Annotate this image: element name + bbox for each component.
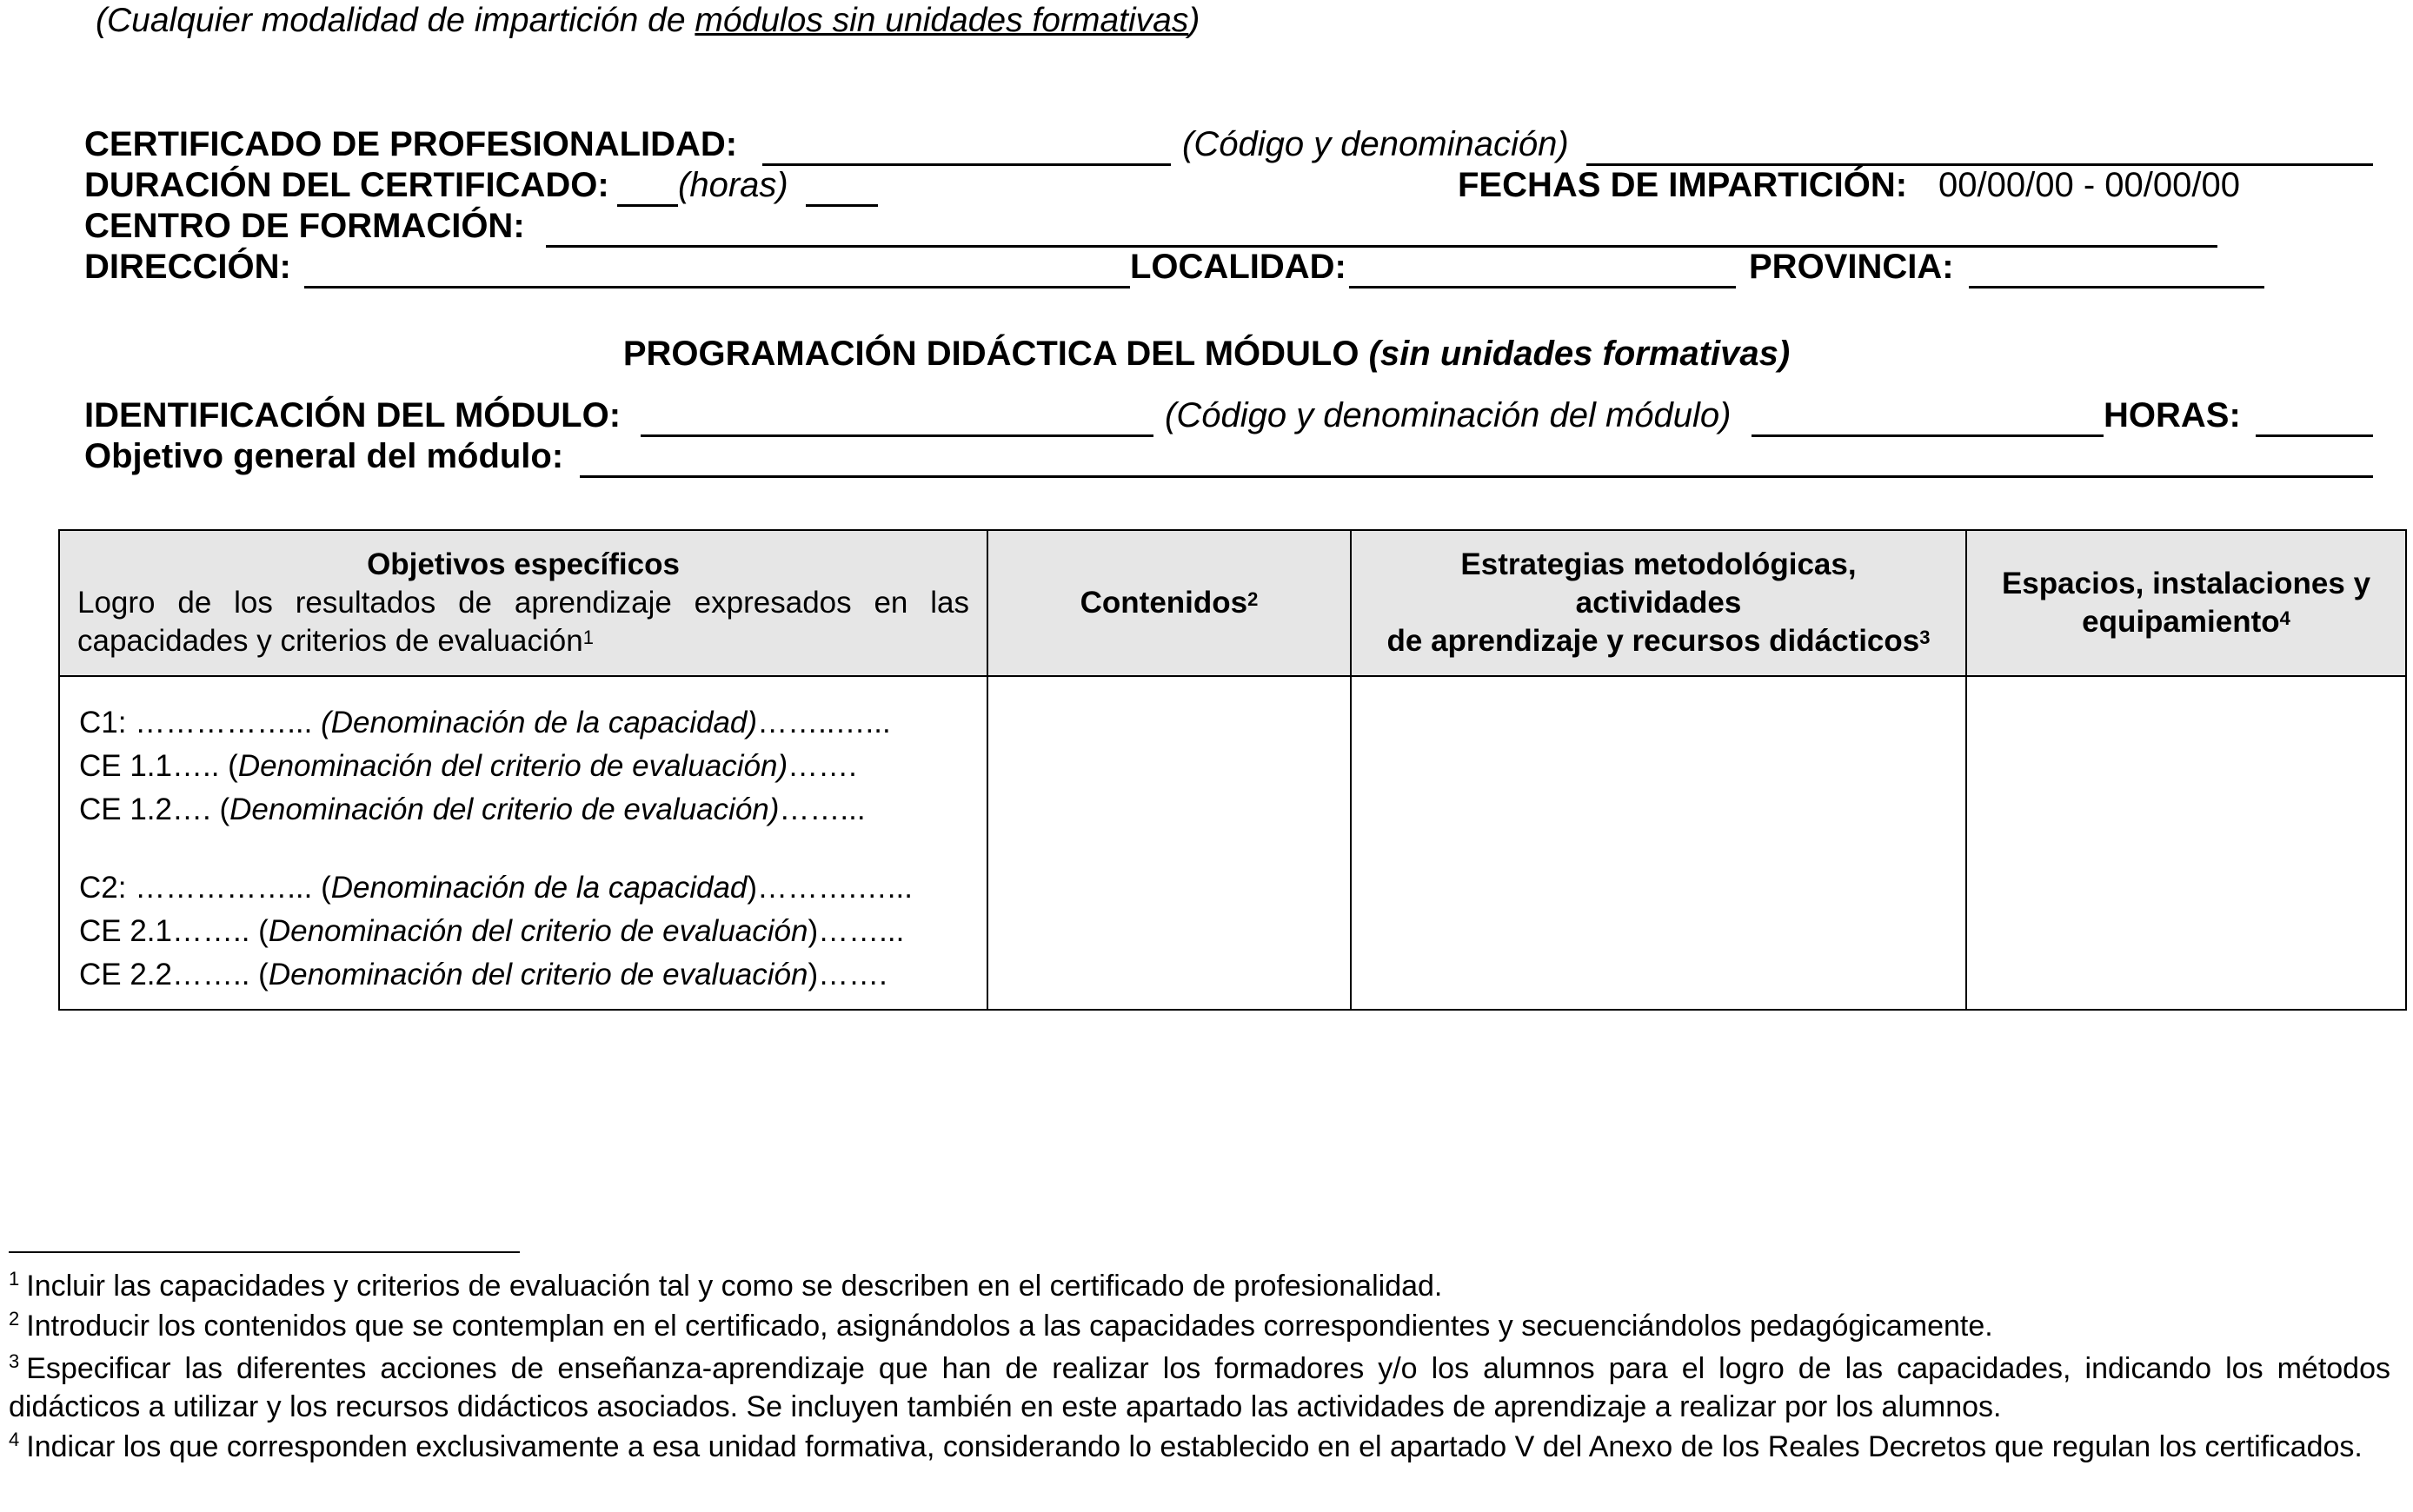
- section-title: [0, 335, 2413, 374]
- fechas-label: FECHAS DE IMPARTICIÓN:: [1458, 166, 1908, 204]
- footnote-1: [9, 1267, 2390, 1305]
- direccion-label: DIRECCIÓN:: [84, 248, 291, 286]
- header-espacios-line2-text: equipamiento: [2082, 605, 2280, 639]
- footnote-4-text: Indicar los que corresponden exclusivamente a esa unidad formativa, considerando lo establecido en el apartado V del Anexo de los Reales Decretos que regulan los certificados.: [26, 1430, 2363, 1463]
- capacidad-c2: [79, 866, 987, 910]
- ce21-pre: CE 2.1…….. (: [79, 914, 269, 948]
- ce11-italic: Denominación del criterio de evaluación): [237, 749, 788, 783]
- identificacion-name-line[interactable]: [1752, 434, 2104, 437]
- codigo-modulo-hint: (Código y denominación del módulo): [1165, 396, 1732, 434]
- header-objetivos-title: Objetivos específicos: [367, 547, 680, 581]
- header-espacios-line1: Espacios, instalaciones y: [2001, 567, 2371, 600]
- certificado-label: CERTIFICADO DE PROFESIONALIDAD:: [84, 125, 738, 163]
- identificacion-code-line[interactable]: [641, 434, 1153, 437]
- top-note-underlined: módulos sin unidades formativas: [695, 2, 1189, 39]
- ce11-pre: CE 1.1….. (: [79, 749, 238, 783]
- footnote-3-text: Especificar las diferentes acciones de enseñanza-aprendizaje que han de realizar los formadores y/o los alumnos para el logro de las capacidades, indicando los métodos didácticos a utilizar y los recursos didácticos asociados. Se incluyen también en este apartado las actividades de aprendizaje a realizar por los alumnos.: [9, 1352, 2390, 1423]
- ce12-pre: CE 1.2…. (: [79, 792, 230, 826]
- c2-pre: C2: ……………... (: [79, 871, 331, 905]
- cell-objetivos[interactable]: [59, 676, 987, 1010]
- footnote-ref-3: 3: [1919, 627, 1931, 648]
- footnote-ref-4: 4: [2279, 607, 2290, 629]
- footnote-1-text: Incluir las capacidades y criterios de evaluación tal y como se describen en el certificado de profesionalidad.: [26, 1270, 1443, 1303]
- table-header-row: [59, 530, 2406, 676]
- ce12-italic: Denominación del criterio de evaluación): [229, 792, 780, 826]
- c1-pre: C1: ……………...: [79, 706, 322, 739]
- footnote-ref-1: 1: [582, 627, 594, 648]
- header-contenidos: [987, 530, 1351, 676]
- top-note: [96, 2, 1200, 40]
- horas-hint: (horas): [678, 166, 788, 204]
- header-espacios-line2: [1967, 603, 2405, 641]
- criterio-ce12: [79, 788, 987, 832]
- header-espacios: [1966, 530, 2406, 676]
- criterio-ce21: [79, 910, 987, 953]
- header-objetivos: [59, 530, 987, 676]
- cell-estrategias[interactable]: [1351, 676, 1966, 1010]
- horas-line[interactable]: [2256, 434, 2373, 437]
- footnote-separator: [9, 1251, 520, 1253]
- footnote-3: [9, 1350, 2390, 1426]
- capacidad-c1: [79, 701, 987, 745]
- header-objetivos-sub: [60, 584, 987, 660]
- ce22-post: )…….: [808, 958, 887, 991]
- c2-post: )……….…...: [747, 871, 913, 905]
- criterio-ce11: [79, 745, 987, 788]
- objetivo-label: Objetivo general del módulo:: [84, 437, 564, 475]
- ce21-post: )……...: [808, 914, 905, 948]
- ce22-italic: Denominación del criterio de evaluación: [268, 958, 808, 991]
- header-estrategias-line1: Estrategias metodológicas,: [1460, 547, 1857, 581]
- duracion-label: DURACIÓN DEL CERTIFICADO:: [84, 166, 609, 204]
- header-estrategias: [1351, 530, 1966, 676]
- criterio-ce22: [79, 953, 987, 997]
- section-title-main: PROGRAMACIÓN DIDÁCTICA DEL MÓDULO: [622, 335, 1359, 373]
- ce21-italic: Denominación del criterio de evaluación: [268, 914, 808, 948]
- ce22-pre: CE 2.2…….. (: [79, 958, 269, 991]
- footnote-4-num: 4: [9, 1429, 20, 1450]
- footnote-2-text: Introducir los contenidos que se contemplan en el certificado, asignándolos a las capacidades correspondientes y secuenciándolos pedagógicamente.: [26, 1310, 1993, 1343]
- horas-label: HORAS:: [2104, 396, 2241, 434]
- capacidades-list: [60, 677, 987, 997]
- codigo-denominacion-hint: (Código y denominación): [1182, 125, 1569, 163]
- localidad-label: LOCALIDAD:: [1130, 248, 1346, 286]
- provincia-line[interactable]: [1969, 286, 2264, 288]
- top-note-suffix: ): [1188, 2, 1200, 39]
- objetivo-line[interactable]: [580, 475, 2373, 478]
- ce12-post: ……...: [779, 792, 866, 826]
- c1-post: ……..…...: [757, 706, 891, 739]
- footnote-4: [9, 1428, 2390, 1466]
- spacer: [79, 832, 987, 866]
- section-title-italic: (sin unidades formativas): [1368, 335, 1791, 373]
- table-row: [59, 676, 2406, 1010]
- header-estrategias-line3-text: de aprendizaje y recursos didácticos: [1386, 624, 1920, 658]
- direccion-line[interactable]: [304, 286, 1130, 288]
- duracion-line[interactable]: [617, 204, 678, 207]
- footnote-2-num: 2: [9, 1308, 20, 1330]
- header-estrategias-line2: actividades: [1575, 586, 1742, 620]
- certificado-code-line[interactable]: [762, 163, 1171, 166]
- footnote-1-num: 1: [9, 1268, 20, 1290]
- c1-italic: (Denominación de la capacidad): [321, 706, 758, 739]
- cell-contenidos[interactable]: [987, 676, 1351, 1010]
- footnote-ref-2: 2: [1247, 588, 1259, 610]
- footnote-3-num: 3: [9, 1350, 20, 1372]
- programacion-table: [58, 529, 2407, 1011]
- identificacion-label: IDENTIFICACIÓN DEL MÓDULO:: [84, 396, 622, 434]
- centro-label: CENTRO DE FORMACIÓN:: [84, 207, 525, 245]
- c2-italic: Denominación de la capacidad: [330, 871, 748, 905]
- header-estrategias-line3: [1352, 622, 1965, 660]
- header-contenidos-title: Contenidos: [1080, 586, 1248, 620]
- top-note-prefix: (Cualquier modalidad de impartición de: [96, 2, 695, 39]
- centro-line[interactable]: [546, 245, 2217, 248]
- ce11-post: …….: [788, 749, 857, 783]
- cell-espacios[interactable]: [1966, 676, 2406, 1010]
- duracion-line-2[interactable]: [806, 204, 878, 207]
- provincia-label: PROVINCIA:: [1749, 248, 1954, 286]
- localidad-line[interactable]: [1349, 286, 1736, 288]
- header-objetivos-sub-text: Logro de los resultados de aprendizaje expresados en las capacidades y criterios de evaluación: [77, 586, 969, 658]
- footnote-2: [9, 1307, 2390, 1345]
- fechas-value: 00/00/00 - 00/00/00: [1938, 166, 2240, 204]
